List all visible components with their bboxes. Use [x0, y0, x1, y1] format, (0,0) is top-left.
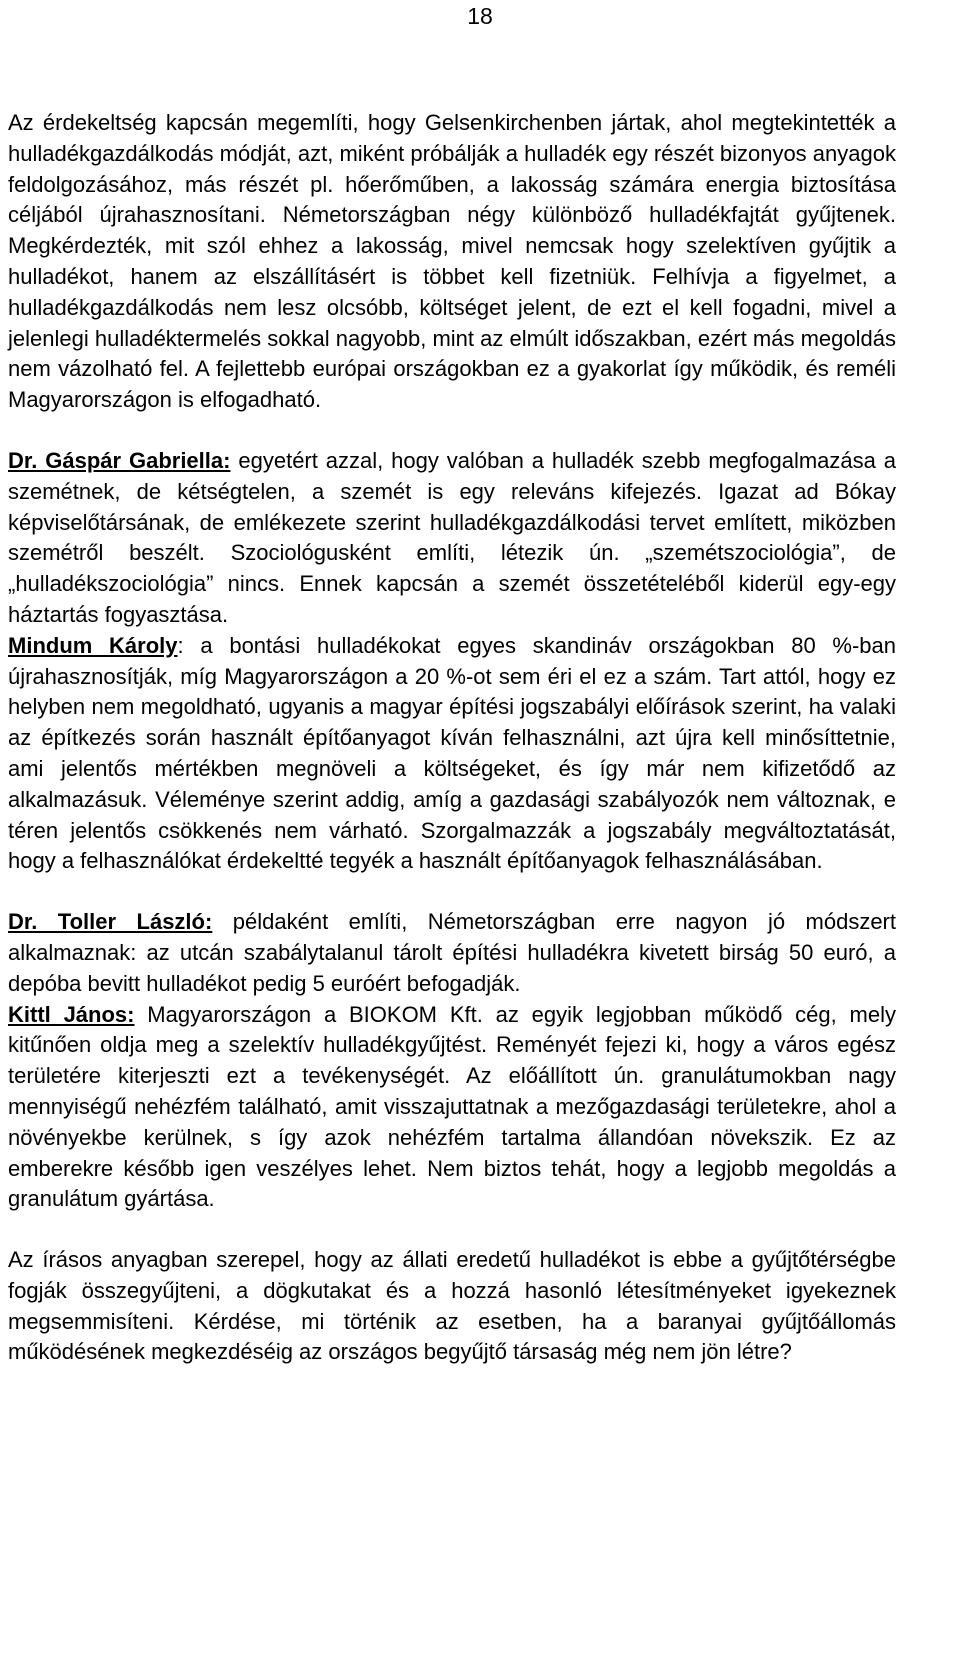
paragraph-text: egyetért azzal, hogy valóban a hulladék szebb megfogalmazása a szemétnek, de kétségtelen, a szemét is egy releváns kifejezés. Igazat ad Bókay képviselőtársának, de emlékezete szerint hulladékgazdálkodási tervet említett, miközben szemétről beszélt. Szociológusként említi, létezik ún. „szemétszociológia”, de „hulladékszociológia” nincs. Ennek kapcsán a szemét összetételéből kiderül egy-egy háztartás fogyasztása. — [8, 447, 896, 627]
paragraph-intro — [8, 108, 896, 416]
paragraph-gaspar — [8, 446, 896, 631]
document-body — [8, 108, 896, 1368]
speaker-name: Dr. Toller László: — [8, 909, 213, 935]
speaker-name: Dr. Gáspár Gabriella: — [8, 447, 231, 473]
paragraph-text: Az érdekeltség kapcsán megemlíti, hogy Gelsenkirchenben jártak, ahol megtekintették a hulladékgazdálkodás módját, azt, miként próbálják a hulladék egy részét bizonyos anyagok feldolgozásához, más részét pl. hőerőműben, a lakosság számára energia biztosítása céljából újrahasznosítani. Németországban négy különböző hulladékfajtát gyűjtenek. Megkérdezték, mit szól ehhez a lakosság, mivel nemcsak hogy szelektíven gyűjtik a hulladékot, hanem az elszállításért is többet kell fizetniük. Felhívja a figyelmet, a hulladékgazdálkodás nem lesz olcsóbb, költséget jelent, de ezt el kell fogadni, mivel a jelenlegi hulladéktermelés sokkal nagyobb, mint az elmúlt időszakban, ezért más megoldás nem vázolható fel. A fejlettebb európai országokban ez a gyakorlat így működik, és reméli Magyarországon is elfogadható. — [8, 110, 896, 413]
paragraph-text: Magyarországon a BIOKOM Kft. az egyik legjobban működő cég, mely kitűnően oldja meg a szelektív hulladékgyűjtést. Reményét fejezi ki, hogy a város egész területére kiterjeszti ezt a tevékenységét. Az előállított ún. granulátumokban nagy mennyiségű nehézfém található, amit visszajuttatnak a mezőgazdasági területekre, ahol a növényekbe kerülnek, s így azok nehézfém tartalma állandóan növekszik. Ez az emberekre később igen veszélyes lehet. Nem biztos tehát, hogy a legjobb megoldás a granulátum gyártása. — [8, 1001, 896, 1212]
paragraph-question — [8, 1245, 896, 1368]
paragraph-toller — [8, 907, 896, 999]
page-number: 18 — [467, 3, 493, 29]
speaker-name: Kittl János: — [8, 1001, 135, 1027]
paragraph-text: példaként említi, Németországban erre nagyon jó módszert alkalmaznak: az utcán szabálytalanul tárolt építési hulladékra kivetett birság 50 euró, a depóba bevitt hulladékot pedig 5 euróért befogadják. — [8, 909, 896, 996]
paragraph-kittl — [8, 1000, 896, 1216]
paragraph-text: : a bontási hulladékokat egyes skandináv országokban 80 %-ban újrahasznosítják, míg Magyarországon a 20 %-ot sem éri el ez a szám. Tart attól, hogy ez helyben nem megoldható, ugyanis a magyar építési jogszabályi előírások szerint, ha valaki az építkezés során használt építőanyagot kíván felhasználni, azt újra kell minősíttetnie, ami jelentős mértékben megnöveli a költségeket, és így már nem kifizetődő az alkalmazásuk. Véleménye szerint addig, amíg a gazdasági szabályozók nem változnak, e téren jelentős csökkenés nem várható. Szorgalmazzák a jogszabály megváltoztatását, hogy a felhasználókat érdekeltté tegyék a használt építőanyagok felhasználásában. — [8, 632, 897, 874]
paragraph-mindum — [8, 631, 896, 877]
speaker-name: Mindum Károly — [8, 632, 178, 658]
paragraph-text: Az írásos anyagban szerepel, hogy az állati eredetű hulladékot is ebbe a gyűjtőtérségbe fogják összegyűjteni, a dögkutakat és a hozzá hasonló létesítményeket igyekeznek megsemmisíteni. Kérdése, mi történik az esetben, ha a baranyai gyűjtőállomás működésének megkezdéséig az országos begyűjtő társaság még nem jön létre? — [8, 1247, 896, 1365]
